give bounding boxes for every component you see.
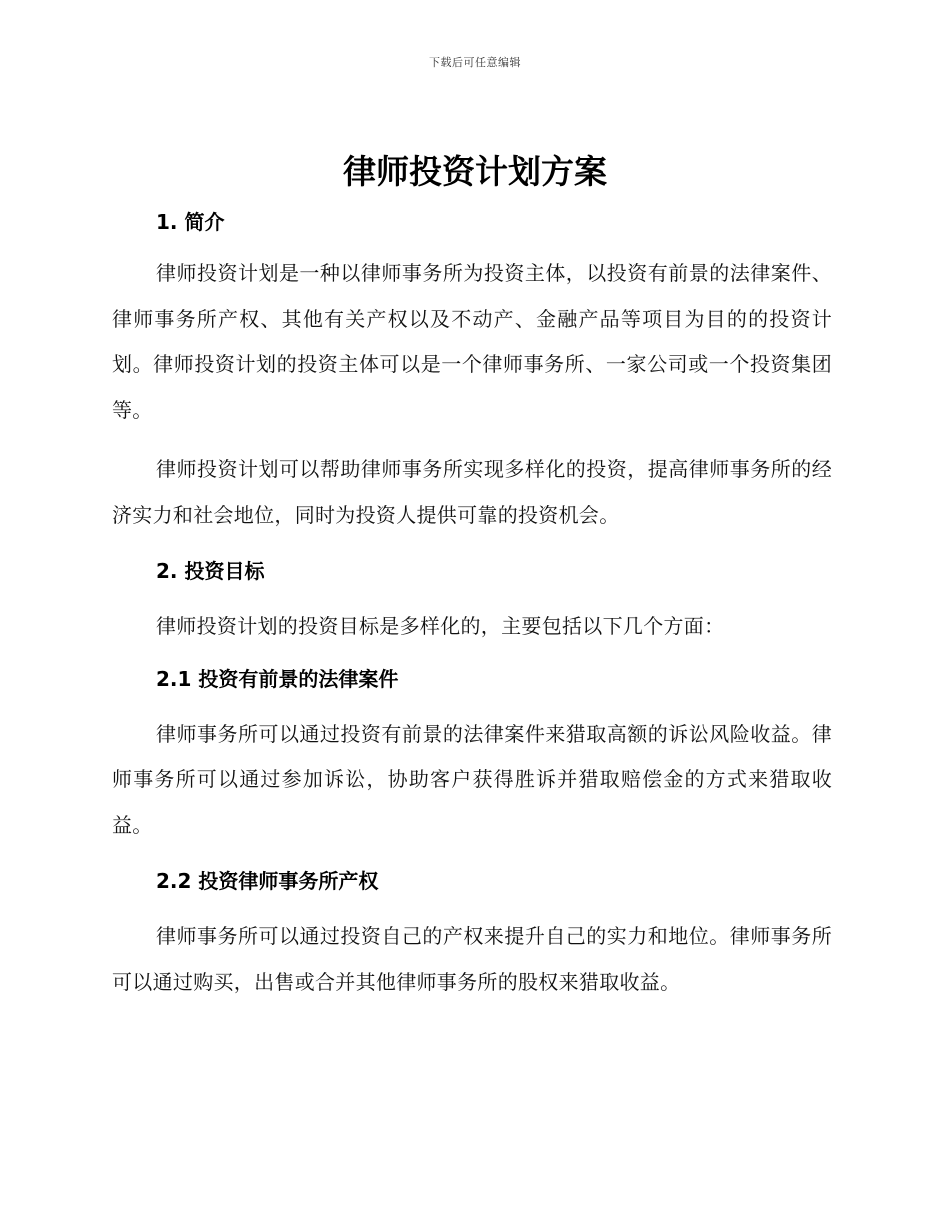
spacer: [112, 650, 832, 660]
spacer: [112, 848, 832, 862]
spacer: [112, 433, 832, 447]
intro-paragraph-2: 律师投资计划可以帮助律师事务所实现多样化的投资，提高律师事务所的经济实力和社会地位，同时为投资人提供可靠的投资机会。: [112, 457, 832, 527]
subsection-heading-2-2: 2.2 投资律师事务所产权: [156, 869, 379, 893]
page-header-note: 下载后可任意编辑: [429, 56, 521, 69]
document-title: 律师投资计划方案: [343, 152, 607, 191]
document-body: [112, 203, 832, 1005]
spacer: [112, 900, 832, 914]
section-heading-intro: 1. 简介: [156, 210, 225, 234]
subsection-2-1-paragraph: 律师事务所可以通过投资有前景的法律案件来猎取高额的诉讼风险收益。律师事务所可以通过参加诉讼，协助客户获得胜诉并猎取赔偿金的方式来猎取收益。: [112, 721, 832, 837]
section-heading-goals: 2. 投资目标: [156, 559, 265, 583]
spacer: [112, 538, 832, 552]
spacer: [112, 241, 832, 251]
subsection-heading-2-1: 2.1 投资有前景的法律案件: [156, 666, 399, 691]
intro-paragraph-1: 律师投资计划是一种以律师事务所为投资主体，以投资有前景的法律案件、律师事务所产权、其他有关产权以及不动产、金融产品等项目为目的的投资计划。律师投资计划的投资主体可以是一个律师事务所、一家公司或一个投资集团等。: [112, 261, 832, 422]
spacer: [112, 698, 832, 712]
subsection-2-2-paragraph: 律师事务所可以通过投资自己的产权来提升自己的实力和地位。律师事务所可以通过购买，出售或合并其他律师事务所的股权来猎取收益。: [112, 924, 832, 994]
spacer: [112, 590, 832, 604]
goals-paragraph-1: 律师投资计划的投资目标是多样化的，主要包括以下几个方面：: [156, 614, 725, 638]
